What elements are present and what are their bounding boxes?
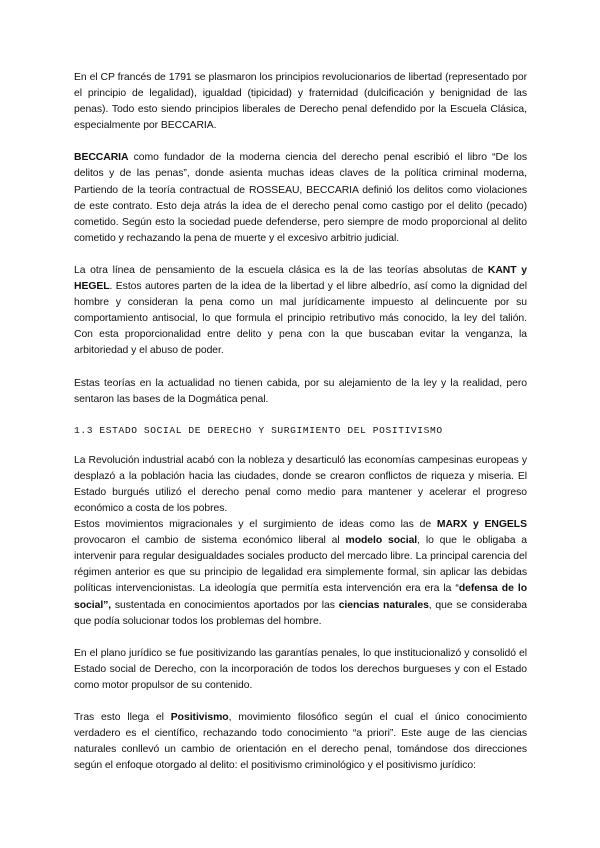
text-run: , que se consideraba que podía solucionar todos los problemas del hombre. [74,599,527,627]
section-heading: 1.3 ESTADO SOCIAL DE DERECHO Y SURGIMIENTO DEL POSITIVISMO [74,424,443,436]
paragraph-actualidad: Estas teorías en la actualidad no tienen cabida, por su alejamiento de la ley y la realidad, pero sentaron las bases de la Dogmática penal. [74,377,527,405]
paragraph-beccaria [74,150,527,247]
paragraph-plano-juridico: En el plano jurídico se fue positivizando las garantías penales, lo que institucionalizó y consolidó el Estado social de Derecho, con la incorporación de todos los derechos burgueses y con el Estado como motor propulsor de su contenido. [74,647,527,691]
bold-term: ciencias naturales [338,599,429,611]
bold-term: BECCARIA [74,152,129,164]
paragraph-positivismo [74,710,527,774]
bold-term: MARX y ENGELS [436,519,527,531]
paragraph-revolucion-industrial: La Revolución industrial acabó con la nobleza y desarticuló las economías campesinas europeas y desplazó a la población hacia las ciudades, donde se crearon conflictos de riqueza y miseria. El Estado burgués utilizó el derecho penal como medio para mantener y acelerar el progreso económico a costa de los pobres. [74,454,527,514]
text-run: , movimiento filosófico según el cual el único conocimiento verdadero es el científico, rechazando todo conocimiento “a priori”. Este auge de las ciencias naturales conllevó un cambio de orientación en el derecho penal, tomándose dos direcciones según el enfoque otorgado al delito: el positivismo criminológico y el positivismo jurídico: [74,712,527,772]
text-run: , lo que le obligaba a intervenir para regular desigualdades sociales producto del mercado libre. La principal carencia del régimen anterior es que su principio de legalidad era simplemente formal, sin aplicar las debidas políticas intervencionistas. La ideología que permitía esta intervención era era la “ [74,535,527,595]
text-run: como fundador de la moderna ciencia del derecho penal escribió el libro “De los delitos y de las penas”, donde asienta muchas ideas claves de la política criminal moderna, Partiendo de la teoría contractual de ROSSEAU, BECCARIA definió los delitos como violaciones de este contrato. Esto deja atrás la idea de el derecho penal como castigo por el delito (pecado) cometido. Según esto la sociedad puede defenderse, pero siempre de modo proporcional al delito cometido y rechazando la pena de muerte y el excesivo arbitrio judicial. [74,152,527,244]
bold-term: defensa de lo social”, [74,583,527,611]
paragraph-movimientos-migracionales [74,517,527,630]
bold-term: modelo social [345,535,418,547]
text-run: La otra línea de pensamiento de la escuela clásica es la de las teorías absolutas de [74,264,488,276]
text-run: sustentada en conocimientos aportados por las [111,599,339,611]
text-run: provocaron el cambio de sistema económico liberal al [74,535,346,547]
bold-term: KANT y HEGEL [74,264,527,293]
paragraph-cp-frances: En el CP francés de 1791 se plasmaron los principios revolucionarios de libertad (representado por el principio de legalidad), igualdad (tipicidad) y fraternidad (dulcificación y benignidad de las penas). Todo esto siendo principios liberales de Derecho penal defendido por la Escuela Clásica, especialmente por BECCARIA. [74,72,527,132]
text-run: Estos movimientos migracionales y el surgimiento de ideas como las de [74,519,437,531]
bold-term: Positivismo [170,712,229,723]
paragraph-teorias-absolutas [74,263,527,360]
text-run: . Estos autores parten de la idea de la libertad y el libre albedrío, así como la dignidad del hombre y consideran la pena como un mal jurídicamente impuesto al delincuente por su comportamiento antisocial, lo que formula el principio retributivo más conocido, la ley del talión. Con esta proporcionalidad entre delito y pena con la que buscaban evitar la venganza, la arbitoriedad y el abuso de poder. [74,281,527,357]
text-run: Tras esto llega el [74,712,171,723]
